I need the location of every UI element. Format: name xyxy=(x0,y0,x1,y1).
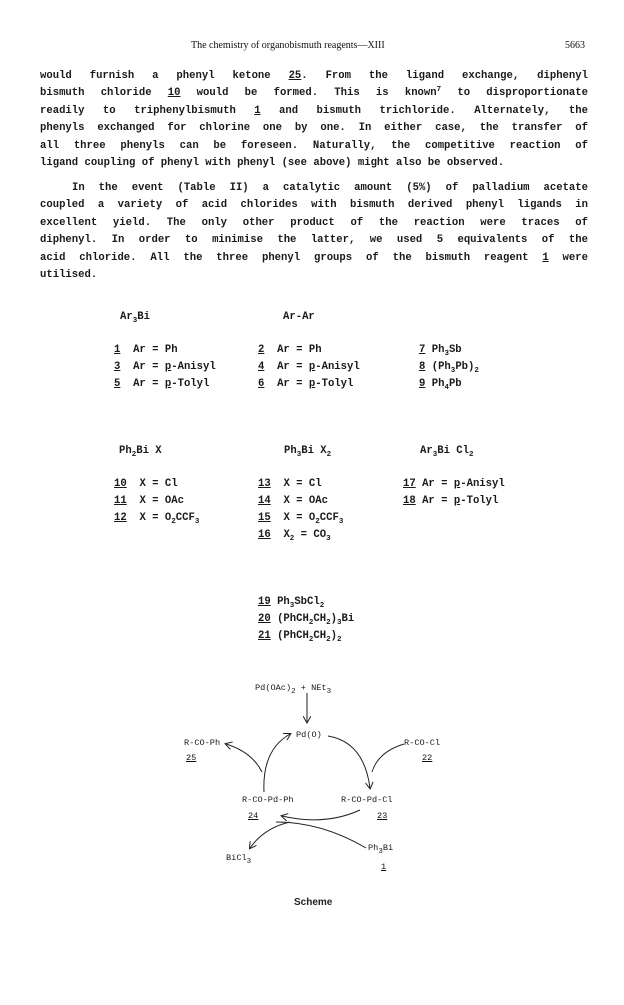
compound-ref: 25 xyxy=(288,70,302,82)
text-line: diphenyl. In order to minimise the latter, we used 5 equivalents of the xyxy=(40,234,588,247)
arrow-to-rcoph xyxy=(226,744,262,772)
compound-14: 14 X = OAc xyxy=(258,495,328,507)
compound-ref: 1 xyxy=(542,251,549,264)
compound-3: 3 Ar = p-Anisyl xyxy=(114,361,216,373)
arrow-ph3bi-in xyxy=(276,822,366,848)
scheme-rcopdcl: R-CO-Pd-Cl xyxy=(341,795,393,805)
header-ar3bicl2: $Ar_3Bi$ $Cl_2$ xyxy=(420,445,474,459)
text-line: would furnish a phenyl ketone 25. From the ligand exchange, diphenyl xyxy=(40,70,588,82)
compound-7: 7 $Ph_3Sb$ xyxy=(419,344,462,358)
scheme-rcopdph-number: 24 xyxy=(248,811,259,821)
running-header: The chemistry of organobismuth reagents—XIII xyxy=(191,40,385,51)
compound-4: 4 Ar = p-Anisyl xyxy=(258,361,360,373)
arrow-pd0-to-rcopdcl xyxy=(328,736,370,788)
text-line: utilised. xyxy=(40,268,98,281)
scheme-rcopdph: R-CO-Pd-Ph xyxy=(242,795,294,805)
scheme-bicl3: BiCl$_3$ xyxy=(226,853,252,866)
text-line: coupled a variety of acid chlorides with bismuth derived phenyl ligands in xyxy=(40,199,588,212)
compound-9: 9 $Ph_4Pb$ xyxy=(419,378,462,392)
scheme-ph3bi-number: 1 xyxy=(381,862,387,872)
reference-superscript: 7 xyxy=(436,86,442,95)
compound-20: 20 $(PhCH_2CH_2)_3Bi$ xyxy=(258,613,355,627)
scheme-reagent: $Pd(OAc)_2 + NEt_3$ xyxy=(255,683,332,696)
compound-12: 12 $X = O_2CCF_3$ xyxy=(114,512,200,526)
compound-8: 8 $(Ph_3Pb)_2$ xyxy=(419,361,479,375)
compound-16: 16 $X_2 = CO_3$ xyxy=(258,529,331,543)
compound-2: 2 Ar = Ph xyxy=(258,344,322,356)
arrow-rcocl-branch xyxy=(372,744,404,772)
arrow-rcopdcl-to-rcopdph xyxy=(282,810,360,820)
text-line: phenyls exchanged for chlorine one by one. In either case, the transfer of xyxy=(40,122,588,135)
compound-15: 15 $X = O_2CCF_3$ xyxy=(258,512,344,526)
text-line: ligand coupling of phenyl with phenyl (see above) might also be observed. xyxy=(40,156,505,169)
compound-19: 19 $Ph_3SbCl_2$ xyxy=(258,596,325,610)
scheme-pd0: Pd(O) xyxy=(296,730,322,740)
text-line: all three phenyls can be foreseen. Naturally, the competitive reaction of xyxy=(40,139,588,152)
scheme-caption: Scheme xyxy=(294,897,333,908)
arrow-bicl3-out xyxy=(250,822,290,848)
compound-11: 11 X = OAc xyxy=(114,495,184,507)
header-ph2bix: $Ph_2Bi$ X xyxy=(119,445,162,459)
compound-6: 6 Ar = p-Tolyl xyxy=(258,378,354,390)
scheme-rcocl-number: 22 xyxy=(422,753,433,763)
compound-18: 18 Ar = p-Tolyl xyxy=(403,495,499,507)
header-ar-ar: Ar-Ar xyxy=(283,311,315,323)
page-number: 5663 xyxy=(565,40,585,51)
text-line: readily to triphenylbismuth 1 and bismuth trichloride. Alternately, the xyxy=(40,104,588,117)
text-line: In the event (Table II) a catalytic amount (5%) of palladium acetate xyxy=(72,182,588,194)
header-ar3bi: $Ar_3Bi$ xyxy=(120,311,150,325)
text-line: acid chloride. All the three phenyl groups of the bismuth reagent 1 were xyxy=(40,251,588,264)
compound-5: 5 Ar = p-Tolyl xyxy=(114,378,210,390)
compound-ref: 10 xyxy=(167,87,181,100)
text-line: excellent yield. The only other product of the reaction were traces of xyxy=(40,216,588,229)
scheme-ph3bi: $Ph_3Bi$ xyxy=(368,843,394,856)
arrow-rcopdph-to-pd0 xyxy=(264,734,290,792)
compound-21: 21 $(PhCH_2CH_2)_2$ xyxy=(258,630,342,644)
compound-1: 1 Ar = Ph xyxy=(114,344,178,356)
compound-ref: 1 xyxy=(254,104,261,117)
scheme-rcocl: R-CO-Cl xyxy=(404,738,441,748)
compound-10: 10 X = Cl xyxy=(114,478,178,490)
header-ph3bix2: $Ph_3Bi$ $X_2$ xyxy=(284,445,332,459)
scheme-rcoph: R-CO-Ph xyxy=(184,738,221,748)
scheme-rcoph-number: 25 xyxy=(186,753,197,763)
scheme-rcopdcl-number: 23 xyxy=(377,811,388,821)
compound-17: 17 Ar = p-Anisyl xyxy=(403,478,505,490)
compound-13: 13 X = Cl xyxy=(258,478,322,490)
text-line: bismuth chloride 10 would be formed. This is known$^7$ to disproportionate xyxy=(40,86,588,100)
